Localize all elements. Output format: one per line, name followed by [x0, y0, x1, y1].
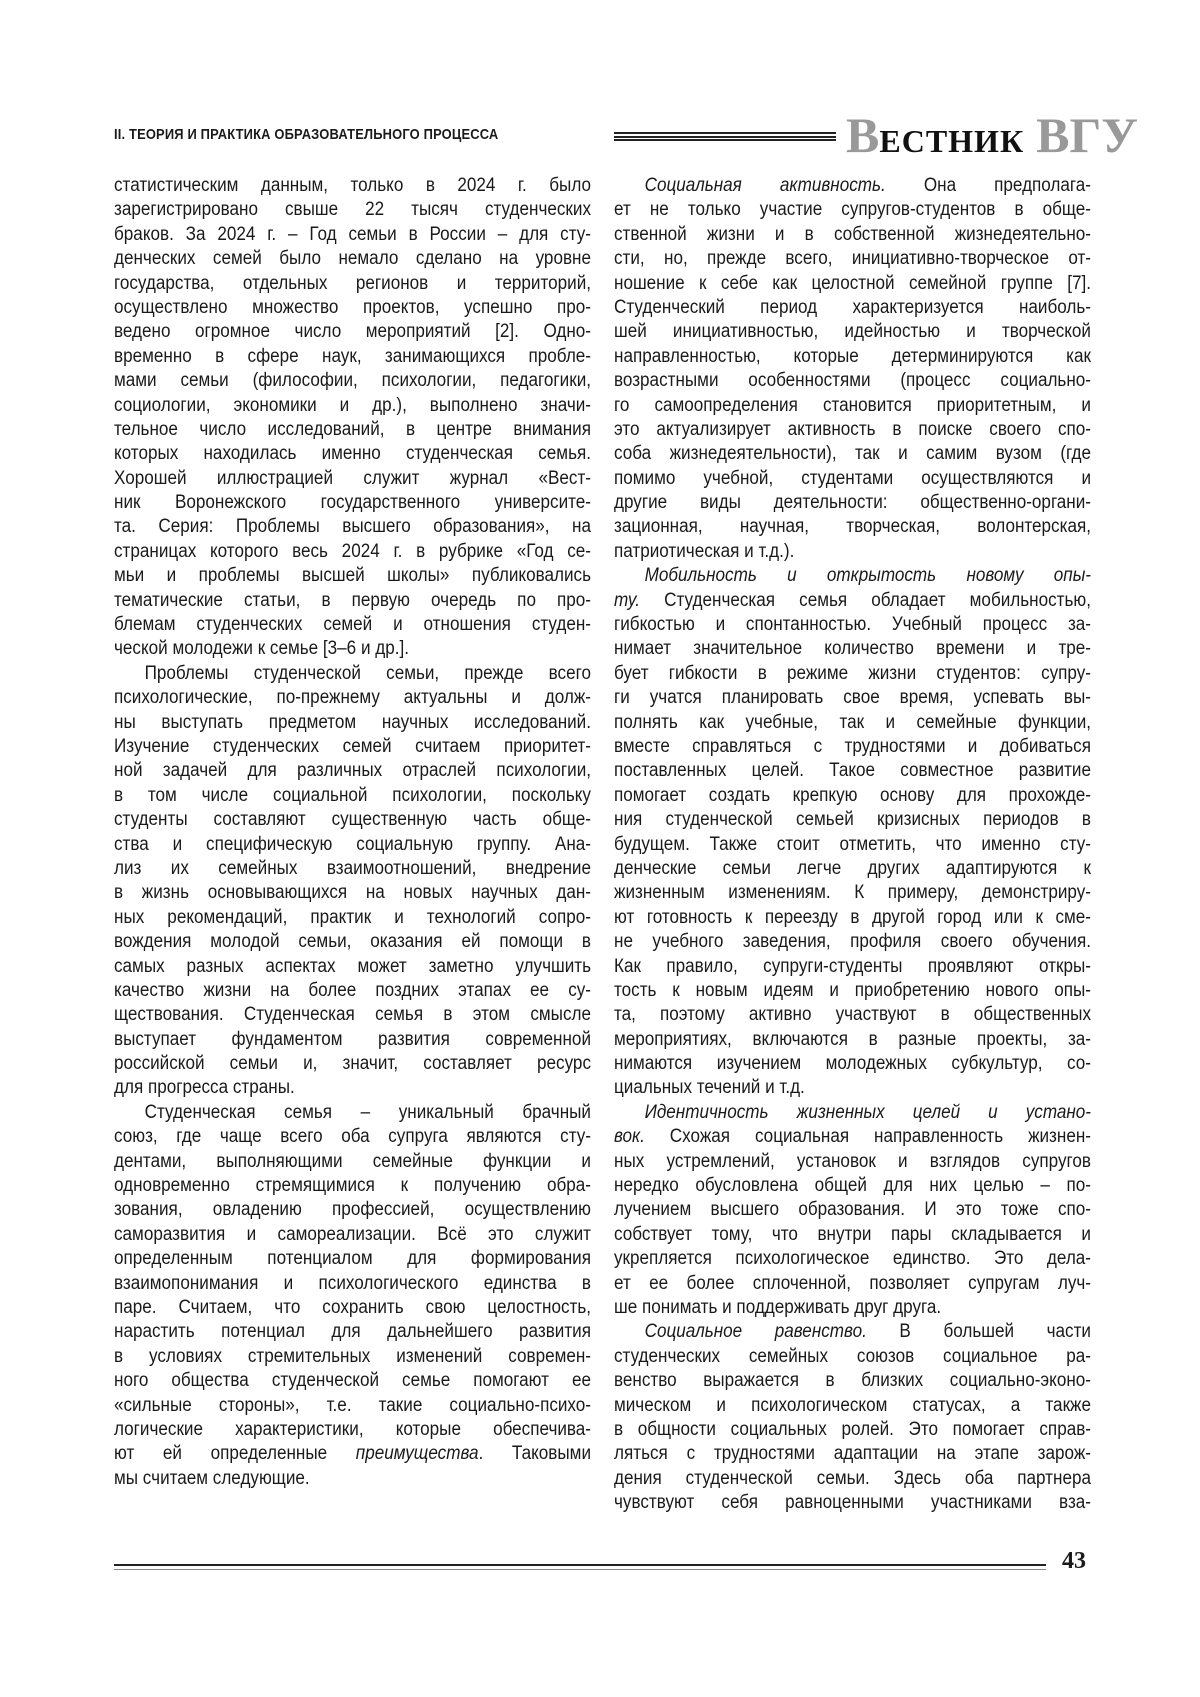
text-line: гибкостью и спонтанностью. Учебный процесс за-: [614, 613, 1091, 637]
text-line: собствует тому, что внутри пары складывается и: [614, 1223, 1091, 1247]
text-line: Как правило, супруги-студенты проявляют откры-: [614, 955, 1091, 979]
text-column-left: [114, 174, 591, 1491]
italic-run: преимущества: [356, 1443, 479, 1464]
text-line: соба жизнедеятельности), так и самим вузом (где: [614, 442, 1091, 466]
text-line: паре. Считаем, что сохранить свою целостность,: [114, 1296, 591, 1320]
text-line: логические характеристики, которые обеспечива-: [114, 1418, 591, 1442]
text-line: та. Серия: Проблемы высшего образования», на: [114, 515, 591, 539]
text-line: поставленных целей. Такое совместное развитие: [614, 759, 1091, 783]
text-line: ше понимать и поддерживать друг друга.: [614, 1296, 1091, 1320]
text-line: бует гибкости в режиме жизни студентов: супру-: [614, 662, 1091, 686]
text-line: страницах которого весь 2024 г. в рубрике «Год се-: [114, 540, 591, 564]
text-line: мероприятиях, включаются в разные проекты, за-: [614, 1028, 1091, 1052]
text-line: ведено огромное число мероприятий [2]. Одно-: [114, 320, 591, 344]
italic-run: Мобильность и открытость новому опы-: [645, 565, 1091, 586]
text-line: [614, 564, 1091, 588]
text-line: блемам студенческих семей и отношения студен-: [114, 613, 591, 637]
italic-run: Идентичность жизненных целей и устано-: [645, 1102, 1091, 1123]
text-line: ют готовность к переезду в другой город или к сме-: [614, 906, 1091, 930]
text-line: осуществлено множество проектов, успешно про-: [114, 296, 591, 320]
text-line: патриотическая и т.д.).: [614, 540, 1091, 564]
text-line: помимо учебной, студентами осуществляются и: [614, 467, 1091, 491]
section-title: II. ТЕОРИЯ И ПРАКТИКА ОБРАЗОВАТЕЛЬНОГО ПРОЦЕССА: [114, 126, 498, 143]
page-number: 43: [1062, 1548, 1086, 1575]
text-line: ет не только участие супругов-студентов в обще-: [614, 198, 1091, 222]
text-run: В большей части: [867, 1321, 1091, 1342]
text-line: взаимопонимания и психологического единства в: [114, 1272, 591, 1296]
text-line: психологические, по-прежнему актуальны и долж-: [114, 686, 591, 710]
header-rule: [614, 132, 836, 142]
text-line: нимает значительное количество времени и тре-: [614, 637, 1091, 661]
text-line: социологии, экономики и др.), выполнено значи-: [114, 394, 591, 418]
text-line: денческие семьи легче других адаптируются к: [614, 857, 1091, 881]
text-line: браков. За 2024 г. – Год семьи в России – для сту-: [114, 223, 591, 247]
text-line: ственной жизни и в собственной жизнедеятельно-: [614, 223, 1091, 247]
text-line: ляться с трудностями адаптации на этапе зарож-: [614, 1442, 1091, 1466]
footer-rule: [114, 1564, 1046, 1570]
text-line: временно в сфере наук, занимающихся пробле-: [114, 345, 591, 369]
italic-run: вок.: [614, 1126, 645, 1147]
text-line: ной задачей для различных отраслей психологии,: [114, 759, 591, 783]
text-line: ник Воронежского государственного университе-: [114, 491, 591, 515]
text-line: ния студенческой семьей кризисных периодов в: [614, 808, 1091, 832]
text-line: нередко обусловлена общей для них целью – по-: [614, 1174, 1091, 1198]
text-line: та, поэтому активно участвуют в общественных: [614, 1003, 1091, 1027]
text-line: [114, 1442, 591, 1466]
text-run: Схожая социальная направленность жизнен-: [645, 1126, 1091, 1147]
text-line: для прогресса страны.: [114, 1076, 591, 1100]
text-line: зарегистрировано свыше 22 тысяч студенческих: [114, 198, 591, 222]
italic-run: Социальное равенство.: [645, 1321, 867, 1342]
running-header: [114, 108, 1094, 152]
text-line: в жизнь основывающихся на новых научных дан-: [114, 881, 591, 905]
text-line: саморазвития и самореализации. Всё это служит: [114, 1223, 591, 1247]
text-line: другие виды деятельности: общественно-органи-: [614, 491, 1091, 515]
text-line: укрепляется психологическое единство. Это дела-: [614, 1247, 1091, 1271]
text-line: возрастными особенностями (процесс социально-: [614, 369, 1091, 393]
text-line: [614, 589, 1091, 613]
paragraph: [614, 1320, 1091, 1515]
text-line: лиз их семейных взаимоотношений, внедрение: [114, 857, 591, 881]
text-line: Изучение студенческих семей считаем приоритет-: [114, 735, 591, 759]
text-line: жизненным изменениям. К примеру, демонстриру-: [614, 881, 1091, 905]
text-line: студенты составляют существенную часть обще-: [114, 808, 591, 832]
text-line: определенным потенциалом для формирования: [114, 1247, 591, 1271]
text-line: в условиях стремительных изменений современ-: [114, 1345, 591, 1369]
text-line: тематические статьи, в первую очередь по про-: [114, 589, 591, 613]
text-line: чувствуют себя равноценными участниками вза-: [614, 1491, 1091, 1515]
paragraph: [614, 174, 1091, 564]
italic-run: ту.: [614, 590, 640, 611]
text-line: денческих семей было немало сделано на уровне: [114, 247, 591, 271]
text-line: полнять как учебные, так и семейные функции,: [614, 711, 1091, 735]
text-line: венство выражается в близких социально-эконо-: [614, 1369, 1091, 1393]
text-line: лучением высшего образования. И это тоже спо-: [614, 1198, 1091, 1222]
text-line: не учебного заведения, профиля своего обучения.: [614, 930, 1091, 954]
text-line: нарастить потенциал для дальнейшего развития: [114, 1320, 591, 1344]
text-line: мьи и проблемы высшей школы» публиковались: [114, 564, 591, 588]
text-line: зования, овладению профессией, осуществлению: [114, 1198, 591, 1222]
text-line: [614, 174, 1091, 198]
text-line: тельное число исследований, в центре внимания: [114, 418, 591, 442]
italic-run: Социальная активность.: [645, 175, 886, 196]
text-line: Студенческий период характеризуется наиболь-: [614, 296, 1091, 320]
text-line: мическом и психологическом статусах, а также: [614, 1394, 1091, 1418]
text-line: ных устремлений, установок и взглядов супругов: [614, 1150, 1091, 1174]
text-line: мы считаем следующие.: [114, 1467, 591, 1491]
text-line: выступает фундаментом развития современной: [114, 1028, 591, 1052]
text-line: [614, 1101, 1091, 1125]
paragraph: [614, 1101, 1091, 1321]
text-line: будущем. Также стоит отметить, что именно сту-: [614, 833, 1091, 857]
text-line: союз, где чаще всего оба супруга являются сту-: [114, 1125, 591, 1149]
text-line: мами семьи (философии, психологии, педагогики,: [114, 369, 591, 393]
text-run: Студенческая семья обладает мобильностью,: [640, 590, 1091, 611]
text-line: студенческих семейных союзов социальное ра-: [614, 1345, 1091, 1369]
text-line: помогает создать крепкую основу для прохожде-: [614, 784, 1091, 808]
text-line: ных рекомендаций, практик и технологий сопро-: [114, 906, 591, 930]
text-line: российской семьи и, значит, составляет ресурс: [114, 1052, 591, 1076]
text-line: нимаются изучением молодежных субкультур, со-: [614, 1052, 1091, 1076]
text-line: ществования. Студенческая семья в этом смысле: [114, 1003, 591, 1027]
text-line: качество жизни на более поздних этапах ее су-: [114, 979, 591, 1003]
text-line: ношение к себе как целостной семейной группе [7].: [614, 272, 1091, 296]
text-line: направленностью, которые детерминируются как: [614, 345, 1091, 369]
text-line: дения студенческой семьи. Здесь оба партнера: [614, 1467, 1091, 1491]
text-line: циальных течений и т.д.: [614, 1076, 1091, 1100]
paragraph: [114, 1101, 591, 1491]
text-line: зационная, научная, творческая, волонтерская,: [614, 515, 1091, 539]
text-line: дентами, выполняющими семейные функции и: [114, 1150, 591, 1174]
text-line: ства и специфическую социальную группу. Ана-: [114, 833, 591, 857]
text-line: сти, но, прежде всего, инициативно-творческое от-: [614, 247, 1091, 271]
text-run: . Таковыми: [479, 1443, 591, 1464]
text-line: это актуализирует активность в поиске своего спо-: [614, 418, 1091, 442]
text-line: го самоопределения становится приоритетным, и: [614, 394, 1091, 418]
text-line: Хорошей иллюстрацией служит журнал «Вест-: [114, 467, 591, 491]
text-line: шей инициативностью, идейностью и творческой: [614, 320, 1091, 344]
text-line: ны выступать предметом научных исследований.: [114, 711, 591, 735]
text-run: ют ей определенные: [114, 1443, 356, 1464]
paragraph: [614, 564, 1091, 1101]
text-line: [614, 1125, 1091, 1149]
text-line: Студенческая семья – уникальный брачный: [114, 1101, 591, 1125]
paragraph: [114, 174, 591, 662]
text-line: Проблемы студенческой семьи, прежде всего: [114, 662, 591, 686]
text-line: самых разных аспектах может заметно улучшить: [114, 955, 591, 979]
text-line: которых находилась именно студенческая семья.: [114, 442, 591, 466]
text-line: вместе справляться с трудностями и добиваться: [614, 735, 1091, 759]
text-line: ческой молодежи к семье [3–6 и др.].: [114, 637, 591, 661]
text-line: ги учатся планировать свое время, успевать вы-: [614, 686, 1091, 710]
text-line: вождения молодой семьи, оказания ей помощи в: [114, 930, 591, 954]
text-line: тость к новым идеям и приобретению нового опы-: [614, 979, 1091, 1003]
journal-logo: ВЕСТНИК ВГУ: [846, 106, 1138, 164]
paragraph: [114, 662, 591, 1101]
text-run: Она предполага-: [886, 175, 1091, 196]
text-line: статистическим данным, только в 2024 г. было: [114, 174, 591, 198]
text-line: ного общества студенческой семье помогают ее: [114, 1369, 591, 1393]
text-line: [614, 1320, 1091, 1344]
text-line: «сильные стороны», т.е. такие социально-психо-: [114, 1394, 591, 1418]
text-line: в общности социальных ролей. Это помогает справ-: [614, 1418, 1091, 1442]
text-line: ет ее более сплоченной, позволяет супругам луч-: [614, 1272, 1091, 1296]
text-line: государства, отдельных регионов и территорий,: [114, 272, 591, 296]
text-column-right: [614, 174, 1091, 1515]
text-line: одновременно стремящимися к получению обра-: [114, 1174, 591, 1198]
text-line: в том числе социальной психологии, поскольку: [114, 784, 591, 808]
